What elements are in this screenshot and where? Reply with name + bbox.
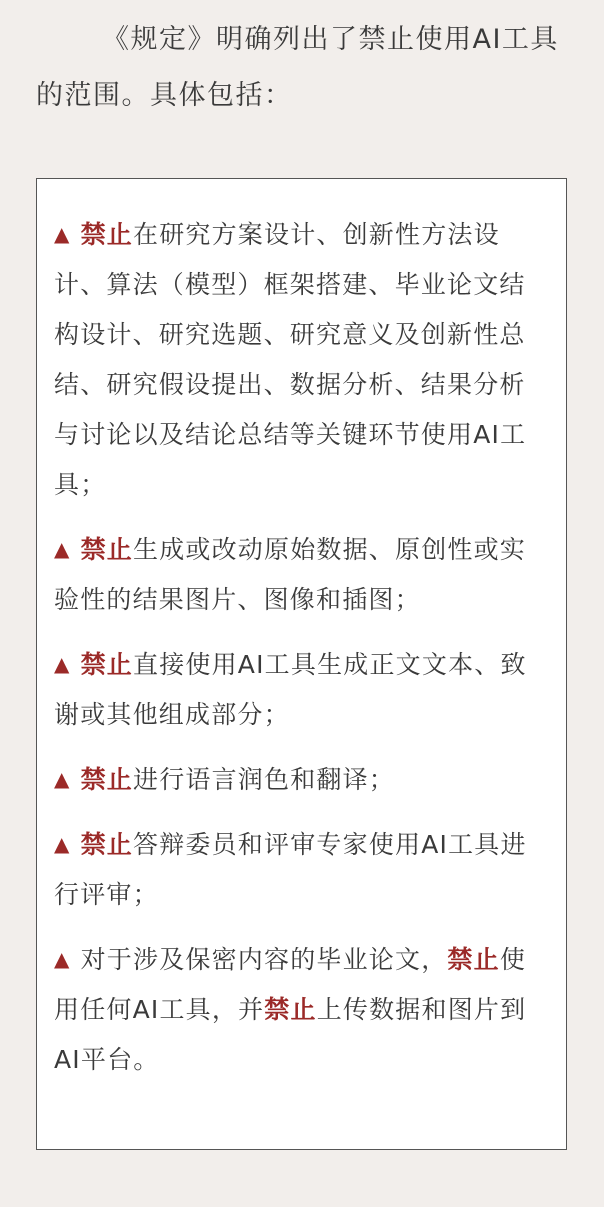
- rule-keyword: 禁止: [264, 995, 317, 1024]
- rules-box: [36, 178, 567, 1150]
- triangle-icon: ▲: [54, 537, 71, 561]
- rule-item-5: [54, 819, 550, 920]
- rule-keyword: 禁止: [80, 765, 133, 794]
- rule-keyword: 禁止: [447, 945, 500, 974]
- rule-keyword: 禁止: [80, 650, 133, 679]
- rule-text: 直接使用AI工具生成正文文本、致谢或其他组成部分；: [54, 650, 527, 729]
- rule-text-middle: 使用任何AI工具，并: [54, 945, 527, 1024]
- rule-text: 生成或改动原始数据、原创性或实验性的结果图片、图像和插图；: [54, 535, 527, 614]
- rule-item-4: [54, 754, 550, 805]
- rule-text: 进行语言润色和翻译；: [133, 765, 396, 794]
- triangle-icon: ▲: [54, 832, 71, 856]
- rule-item-1: [54, 209, 550, 510]
- rule-keyword: 禁止: [80, 220, 133, 249]
- rule-text-prefix: 对于涉及保密内容的毕业论文，: [80, 945, 448, 974]
- rule-keyword: 禁止: [80, 535, 133, 564]
- rule-item-6: [54, 934, 550, 1085]
- intro-paragraph: 《规定》明确列出了禁止使用AI工具的范围。具体包括：: [36, 24, 559, 111]
- rule-text: 答辩委员和评审专家使用AI工具进行评审；: [54, 830, 527, 909]
- triangle-icon: ▲: [54, 767, 71, 791]
- triangle-icon: ▲: [54, 652, 71, 676]
- rule-item-3: [54, 639, 550, 740]
- rule-text: 在研究方案设计、创新性方法设计、算法（模型）框架搭建、毕业论文结构设计、研究选题、研究意义及创新性总结、研究假设提出、数据分析、结果分析与讨论以及结论总结等关键环节使用AI工具；: [54, 220, 527, 499]
- rule-text-suffix: 上传数据和图片到AI平台。: [54, 995, 527, 1074]
- rule-item-2: [54, 524, 550, 625]
- triangle-icon: ▲: [54, 947, 71, 971]
- rule-keyword: 禁止: [80, 830, 133, 859]
- triangle-icon: ▲: [54, 222, 71, 246]
